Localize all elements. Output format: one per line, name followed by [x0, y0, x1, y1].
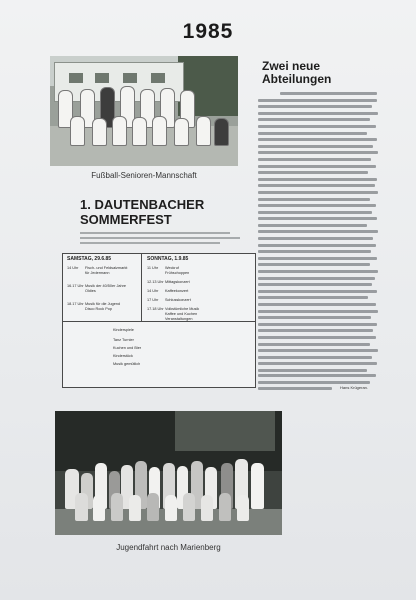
program-row-divider — [63, 321, 255, 322]
photo-person — [237, 495, 249, 521]
photo-person — [165, 495, 177, 521]
photo-person — [75, 493, 88, 521]
saturday-item: Disco Rock Pop — [85, 307, 113, 311]
youth-trip-photo — [55, 411, 282, 535]
poster-title-line1: 1. DAUTENBACHER — [80, 197, 205, 212]
team-photo-caption: Fußball-Senioren-Mannschaft — [91, 171, 197, 180]
saturday-item: 14 Uhr Fisch- und Feldsalzmarkt — [67, 266, 128, 270]
team-photo — [50, 56, 238, 166]
program-column-divider — [141, 254, 142, 321]
sunday-item: 12.13 UhrMittagskonzert — [147, 280, 190, 284]
program-bottom-item: Musik gemütlich — [113, 362, 141, 366]
saturday-item: 18.17 UhrMusik für die Jugend — [67, 302, 121, 306]
poster-subtext — [80, 232, 260, 247]
sunday-item: Veranstaltungen — [165, 317, 193, 321]
sunday-item: 17.18 UhrVolkstümliche Musik — [147, 307, 200, 311]
photo-person — [111, 493, 123, 521]
saturday-heading: SAMSTAG, 29.6.85 — [67, 256, 112, 262]
photo-person — [183, 493, 195, 521]
photo-person — [219, 493, 231, 521]
saturday-item: für Jedermann — [85, 271, 110, 275]
saturday-item: Oldies — [85, 289, 96, 293]
youth-trip-caption: Jugendfahrt nach Marienberg — [116, 543, 221, 552]
photo-person — [251, 463, 264, 509]
page-year-heading: 1985 — [182, 20, 234, 43]
sunday-item: 17 Uhr Schlusskonzert — [147, 298, 191, 302]
sunday-item: 14 Uhr Kaffeekonzert — [147, 289, 189, 293]
poster-title — [80, 197, 256, 227]
sunday-item: 11 Uhr Weckruf — [147, 266, 179, 270]
photo-person — [129, 495, 141, 521]
article-continuation — [258, 374, 382, 394]
photo-person — [147, 493, 159, 521]
program-bottom-item: Kinderspiele — [113, 328, 134, 332]
article-closing-name: Hans Krügeran. — [340, 385, 369, 390]
program-bottom-item: Tanz Turnier — [113, 338, 134, 342]
festival-program — [62, 253, 256, 388]
photo-window-light — [175, 411, 275, 451]
article-body — [258, 92, 382, 374]
sunday-item: Kaffee und Kuchen — [165, 312, 198, 316]
sunday-heading: SONNTAG, 1.9.85 — [147, 256, 189, 262]
sunday-item: Frühschoppen — [165, 271, 190, 275]
saturday-item: 16.17 UhrMusik der 40/50er Jahre — [67, 284, 126, 288]
article-headline: Zwei neue Abteilungen — [262, 59, 332, 86]
photo-person — [201, 495, 213, 521]
photo-person — [93, 495, 105, 521]
program-bottom-item: Kuchen und Bier — [113, 346, 142, 350]
poster-title-line2: SOMMERFEST — [80, 212, 172, 227]
program-bottom-item: Kinderstück — [113, 354, 133, 358]
